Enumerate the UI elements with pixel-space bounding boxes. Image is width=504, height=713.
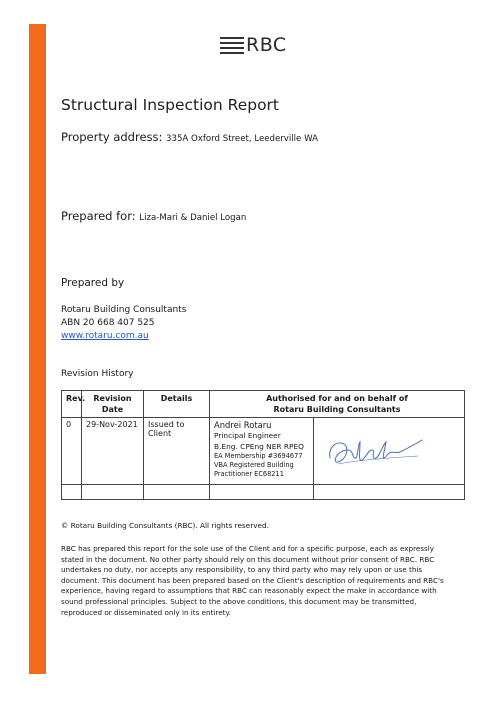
signature-cell [314, 418, 465, 485]
authoriser-vba-line1: VBA Registered Building [214, 461, 294, 469]
table-header-row [62, 391, 465, 418]
prepared-for-label: Prepared for: [61, 209, 136, 223]
logo-text: RBC [246, 34, 287, 56]
authoriser-name: Andrei Rotaru [214, 420, 272, 430]
company-abn: ABN 20 668 407 525 [61, 318, 155, 328]
header-rev: Rev. [62, 391, 82, 418]
property-address-label: Property address: [61, 130, 163, 144]
authoriser-quals: B.Eng. CPEng NER RPEQ [214, 442, 304, 451]
authoriser-vba-line2: Practitioner EC68211 [214, 470, 284, 478]
authoriser-position: Principal Engineer [214, 431, 281, 440]
property-address [61, 130, 318, 144]
table-row [62, 418, 465, 485]
signature-image [318, 420, 430, 480]
table-row-empty [62, 485, 465, 500]
company-details [61, 304, 186, 343]
header-authorised-line1: Authorised for and on behalf of [266, 394, 408, 403]
header-authorised-line2: Rotaru Building Consultants [273, 405, 401, 414]
header-authorised [210, 391, 465, 418]
rbc-logo [220, 35, 287, 55]
prepared-by-heading: Prepared by [61, 277, 125, 289]
website-link[interactable]: www.rotaru.com.au [61, 331, 149, 341]
page-title: Structural Inspection Report [61, 96, 280, 114]
orange-side-bar [29, 24, 46, 674]
cell-rev: 0 [62, 418, 82, 485]
cell-date: 29-Nov-2021 [82, 418, 144, 485]
revision-history-heading: Revision History [61, 369, 134, 379]
copyright-notice: © Rotaru Building Consultants (RBC). All rights reserved. [61, 521, 269, 530]
property-address-value: 335A Oxford Street, Leederville WA [166, 134, 318, 144]
authoriser-ea: EA Membership #3694677 [214, 452, 303, 460]
company-name: Rotaru Building Consultants [61, 305, 187, 315]
prepared-for [61, 209, 246, 223]
header-details: Details [144, 391, 210, 418]
prepared-for-value: Liza-Mari & Daniel Logan [139, 213, 247, 223]
revision-table [61, 390, 465, 500]
header-date: Revision Date [82, 391, 144, 418]
cell-authoriser [210, 418, 314, 485]
disclaimer-text: RBC has prepared this report for the sole use of the Client and for a specific purpose, each as expressly stated in the document. No other party should rely on this document without prior consent of RBC. RBC undertakes no duty, nor accepts any responsibility, to any third party who may rely upon or use this document. This document has been prepared based on the Client's description of requirements and RBC's experience, having regard to assumptions that RBC can reasonably expect the make in accordance with sound professional principles. Subject to the above conditions, this document may be transmitted, reproduced or disseminated only in its entirety. [61, 544, 444, 617]
cell-details: Issued to Client [144, 418, 210, 485]
logo-lines-icon [220, 37, 244, 54]
